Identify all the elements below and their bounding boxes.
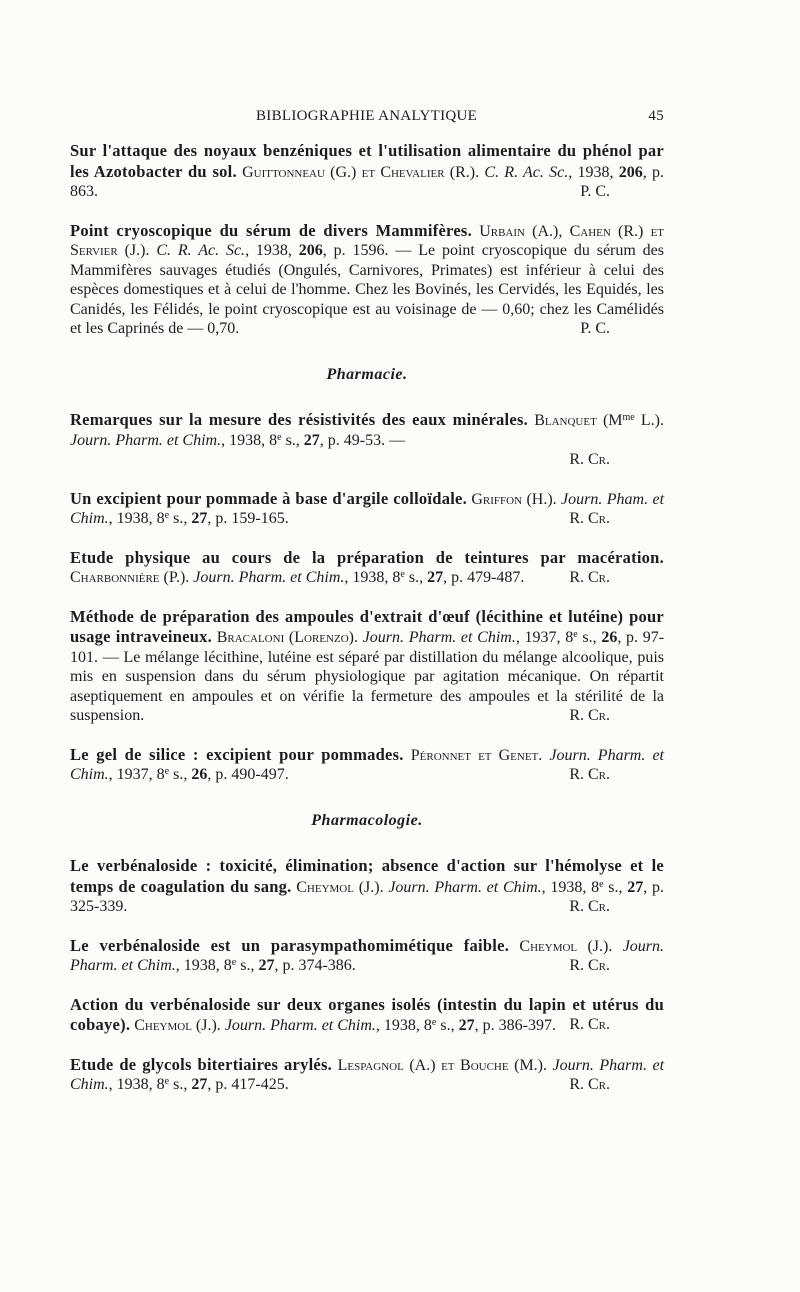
entry-year: , 1938, 8 [541, 878, 600, 896]
bibliography-entry [70, 548, 664, 588]
entry-series-sup: e [164, 510, 170, 521]
entry-series: s., [236, 957, 259, 974]
entry-series: s., [577, 629, 602, 646]
entry-year: , 1937, 8 [515, 629, 574, 646]
entry-signature: R. Cr. [569, 569, 610, 586]
entry-series-sup: e [164, 1076, 170, 1087]
entry-pages: , p. 159-165. [207, 510, 289, 527]
entry-pages: , p. 490-497. [207, 766, 289, 783]
bibliography-entry [70, 856, 664, 917]
entry-title: Un excipient pour pommade à base d'argile colloïdale. [70, 488, 467, 508]
running-header [70, 108, 664, 128]
entry-series: s., [169, 766, 192, 783]
entry-volume: 206 [298, 242, 323, 259]
entry-signature: R. Cr. [569, 1016, 610, 1033]
entry-journal: Journ. Pham. et Chim. [70, 490, 665, 527]
entry-authors: Lespagnol (A.) et Bouche (M.). [337, 1056, 547, 1074]
entry-pages: , p. 97-101. — [70, 629, 665, 666]
entry-journal: Journ. Pharm. et Chim. [70, 937, 665, 974]
entry-volume: 27 [191, 510, 208, 527]
bibliography-entry [70, 410, 664, 470]
bibliography-entry [70, 995, 664, 1036]
section-heading-pharmacologie: Pharmacologie. [311, 811, 423, 829]
entry-signature: R. Cr. [569, 766, 610, 783]
entry-authors: Cheymol (J.). [519, 937, 613, 955]
entry-series-sup: e [573, 629, 578, 640]
entry-title: Point cryoscopique du sérum de divers Mammifères. [70, 220, 472, 240]
entry-title: Remarques sur la mesure des résistivités des eaux minérales. [70, 410, 529, 429]
entry-year: , 1938, 8 [175, 957, 232, 974]
bibliography-entry [70, 221, 664, 339]
entry-journal: Journ. Pharm. et Chim. [224, 1017, 376, 1034]
entry-pages: , p. 863. [70, 163, 665, 200]
entry-signature: R. Cr. [569, 1076, 610, 1093]
entry-authors-tail: L.). [634, 412, 664, 429]
entry-year: , 1938, 8 [344, 569, 401, 586]
entry-journal: Journ. Pharm. et Chim. [70, 746, 664, 783]
bibliography-entry [70, 489, 664, 529]
entry-authors: Péronnet et Genet. [410, 746, 543, 764]
entry-title: Etude physique au cours de la préparation de teintures par macération. [70, 547, 664, 567]
entry-journal: Journ. Pharm. et Chim. [362, 629, 516, 646]
entry-title: Le gel de silice : excipient pour pommades. [70, 744, 404, 764]
entry-title: Sur l'attaque des noyaux benzéniques et l'utilisation alimentaire du phénol par les Azotobacter du sol. [70, 141, 664, 181]
entry-signature: P. C. [580, 183, 610, 200]
bibliography-entry [70, 607, 664, 726]
entry-signature: R. Cr. [569, 898, 610, 915]
entry-year: , 1938, 8 [375, 1017, 432, 1034]
entry-series: s., [281, 431, 304, 449]
entry-series-sup: e [164, 766, 170, 777]
entry-authors: Blanquet (M [534, 412, 623, 429]
entry-volume: 27 [258, 957, 275, 974]
page-number: 45 [648, 108, 664, 124]
entry-pages: , p. 49-53. — [319, 431, 406, 449]
entry-series: s., [169, 1076, 192, 1093]
entry-year: , 1938, 8 [108, 510, 165, 527]
entry-journal: C. R. Ac. Sc. [484, 163, 569, 181]
entry-signature: P. C. [580, 320, 610, 337]
entry-title: Etude de glycols bitertiaires arylés. [70, 1054, 333, 1074]
entry-pages: , p. 1596. — [322, 242, 412, 259]
entry-series-sup: e [277, 431, 282, 443]
entry-title: Le verbénaloside est un parasympathomimétique faible. [70, 935, 510, 955]
entry-authors: Cheymol (J.). [296, 878, 384, 896]
entry-year: , 1938, 8 [221, 431, 278, 449]
entry-pages: , p. 374-386. [274, 957, 356, 974]
entry-title: Le verbénaloside : toxicité, élimination; absence d'action sur l'hémolyse et le temps de coagulation du sang. [70, 856, 664, 896]
entry-signature: R. Cr. [569, 451, 610, 468]
entry-authors: Cheymol (J.). [134, 1017, 221, 1034]
entry-year: , 1938, [245, 242, 299, 259]
bibliography-entry [70, 141, 664, 202]
entry-pages: , p. 479-487. [443, 569, 525, 586]
entry-pages: , p. 325-339. [70, 878, 664, 915]
entry-volume: 27 [458, 1017, 475, 1034]
entry-journal: Journ. Pharm. et Chim. [388, 878, 542, 896]
entry-series-sup: e [599, 878, 604, 890]
running-title: BIBLIOGRAPHIE ANALYTIQUE [256, 108, 478, 124]
entry-pages: , p. 417-425. [207, 1076, 289, 1093]
entry-series: s., [169, 510, 192, 527]
entry-series-sup: e [400, 569, 405, 580]
entry-volume: 27 [191, 1076, 208, 1093]
section-heading-pharmacie: Pharmacie. [326, 365, 408, 383]
entry-series: s., [603, 878, 628, 896]
bibliography-entry [70, 745, 664, 785]
entry-signature: R. Cr. [569, 957, 610, 974]
entry-series-sup: e [431, 1017, 437, 1028]
entry-authors: Bracaloni (Lorenzo). [216, 629, 358, 646]
entry-year: , 1938, 8 [108, 1076, 165, 1093]
entry-volume: 206 [618, 163, 643, 181]
entry-year: , 1938, [568, 163, 619, 181]
entry-series-sup: e [231, 957, 237, 968]
entry-abstract: Le mélange lécithine, lutéine est séparé par distillation du mélange alcoolique, puis mis en suspension dans du sérum physiologique par agitation mécanique. On répartit aseptiquement en ampoules et on vérifie la fermeture des ampoules et la stérilité de la suspension. [70, 648, 665, 724]
bibliography-entry [70, 936, 664, 976]
entry-journal: C. R. Ac. Sc. [156, 242, 246, 259]
entry-abstract: Le point cryoscopique du sérum des Mammifères sauvages étudiés (Ongulés, Carnivores, Primates) est inférieur à celui des espèces domestiques et à celui de l'homme. Chez les Bovinés, les Cervidés, les Equidés, les Canidés, les Félidés, le point cryoscopique est au voisinage de — 0,60; chez les Camélidés et les Caprinés de — 0,70. [70, 242, 665, 337]
entry-series: s., [404, 569, 428, 586]
entry-authors: Guittonneau (G.) et Chevalier (R.). [242, 163, 480, 181]
entry-title: Méthode de préparation des ampoules d'extrait d'œuf (lécithine et lutéine) pour usage intraveineux. [70, 606, 664, 646]
entry-volume: 27 [427, 569, 444, 586]
entry-year: , 1937, 8 [108, 766, 165, 783]
entry-journal: Journ. Pharm. et Chim. [70, 431, 222, 449]
entry-volume: 26 [191, 766, 208, 783]
entry-title: Action du verbénaloside sur deux organes isolés (intestin du lapin et utérus du cobaye). [70, 994, 664, 1034]
entry-volume: 27 [303, 431, 320, 449]
entry-series: s., [436, 1017, 459, 1034]
entry-signature: R. Cr. [569, 707, 610, 724]
entry-authors: Griffon (H.). [471, 490, 557, 508]
bibliography-entry [70, 1055, 664, 1095]
entry-volume: 26 [601, 629, 618, 646]
entry-authors-sup: me [622, 412, 635, 423]
bibliography-body [70, 141, 664, 1114]
entry-journal: Journ. Pharm. et Chim. [193, 569, 345, 586]
entry-authors: Charbonnière (P.). [70, 569, 190, 586]
entry-authors: Urbain (A.), Cahen (R.) et Servier (J.). [70, 222, 665, 259]
entry-journal: Journ. Pharm. et Chim. [70, 1056, 665, 1093]
entry-pages: , p. 386-397. [474, 1017, 556, 1034]
entry-signature: R. Cr. [569, 510, 610, 527]
entry-volume: 27 [627, 878, 644, 896]
